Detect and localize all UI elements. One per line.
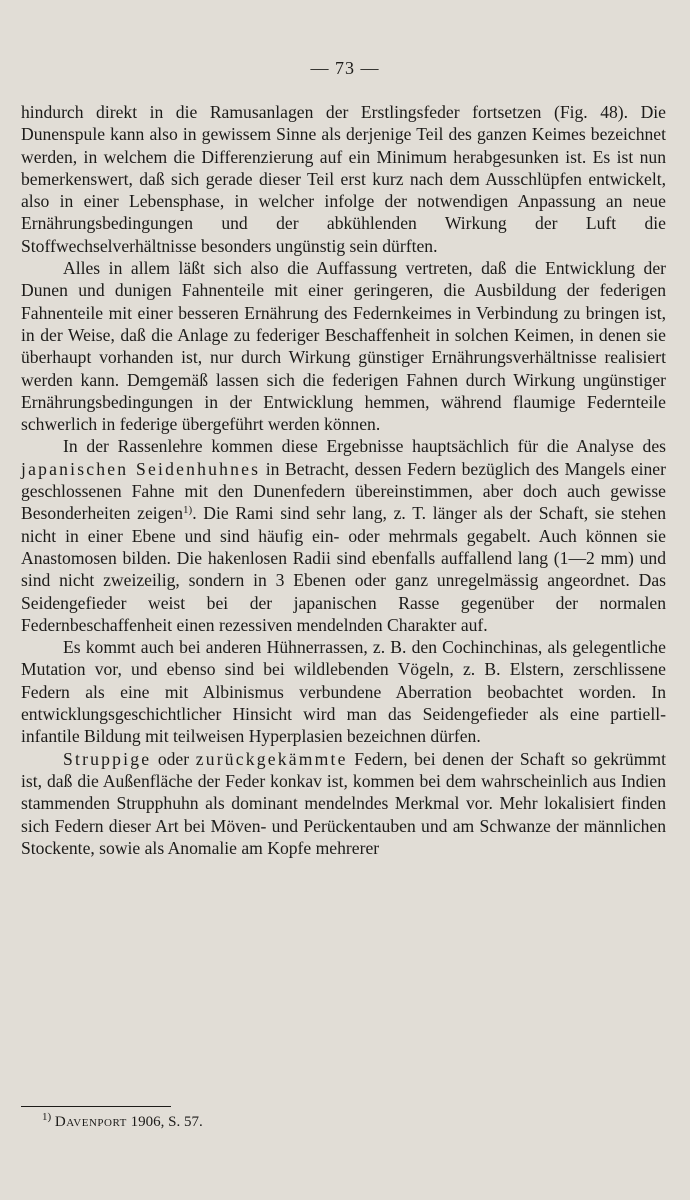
page-number: — 73 — [310, 58, 380, 78]
spaced-emphasis: zurückgekämmte [195, 748, 348, 769]
body-text [21, 101, 666, 859]
footnote-author: Davenport [54, 1114, 127, 1130]
footnote-reference-marker: 1) [183, 504, 193, 517]
spaced-emphasis: japanischen Seidenhuhnes [21, 458, 261, 479]
paragraph [21, 101, 666, 257]
footnote-marker: 1) [42, 1111, 52, 1123]
paragraph [21, 748, 666, 859]
spaced-emphasis: Struppige [63, 748, 152, 769]
text-run: In der Rassenlehre kommen diese Ergebnisse hauptsächlich für die Analyse des [63, 436, 666, 457]
text-run: Es kommt auch bei anderen Hühnerrassen, z. B. den Cochinchinas, als gelegentliche Mutation vor, und ebenso sind bei wildlebenden Vögeln, z. B. Elstern, zerschlissene Federn als eine mit Albinismus verbundene Aberration beobachtet worden. In entwicklungsgeschichtlicher Hinsicht wird man das Seidengefieder als eine partiell-infantile Bildung mit teilweisen Hyperplasien bezeichnen dürfen. [21, 637, 666, 747]
text-run: hindurch direkt in die Ramusanlagen der Erstlingsfeder fortsetzen (Fig. 48). Die Dunenspule kann also in gewissem Sinne als derjenige Teil des ganzen Keimes bezeichnet werden, in welchem die Differenzierung auf ein Minimum herabgesunken ist. Es ist nun bemerkenswert, daß sich gerade dieser Teil erst kurz nach dem Ausschlüpfen entwickelt, also in einer Lebensphase, in welcher infolge der notwendigen Anpassung an neue Ernährungsbedingungen und der abkühlenden Wirkung der Luft die Stoffwechselverhältnisse besonders ungünstig sein dürften. [21, 102, 666, 256]
footnote [42, 1112, 203, 1132]
text-run: oder [151, 748, 196, 769]
paragraph [21, 636, 666, 747]
paragraph [21, 435, 666, 636]
text-run: Alles in allem läßt sich also die Auffassung vertreten, daß die Entwicklung der Dunen und dunigen Fahnenteile mit einer geringeren, die Ausbildung der federigen Fahnenteile mit einer besseren Ernährung des Federnkeimes in Verbindung zu bringen ist, in der Weise, daß die Anlage zu federiger Beschaffenheit in solchen Keimen, in denen sie überhaupt vorhanden ist, nur durch Wirkung günstiger Ernährungsverhältnisse realisiert werden kann. Demgemäß lassen sich die federigen Fahnen durch Wirkung ungünstiger Ernährungsbedingungen in der Entwicklung hemmen, während flaumige Federnteile schwerlich in federige übergeführt werden können. [21, 258, 666, 435]
text-run: Federn, bei denen der Schaft so gekrümmt ist, daß die Außenfläche der Feder konkav ist, kommen bei dem wahrscheinlich aus Indien stammenden Strupphuhn als dominant mendelndes Merkmal vor. Mehr lokalisiert finden sich Federn dieser Art bei Möven- und Perückentauben und am Schwanze der männlichen Stockente, sowie als Anomalie am Kopfe mehrerer [21, 748, 666, 858]
footnote-reference: 1906, S. 57. [126, 1114, 203, 1130]
text-run: . Die Rami sind sehr lang, z. T. länger als der Schaft, sie stehen nicht in einer Ebene und sind häufig ein- oder mehrmals gegabelt. Auch können sie Anastomosen bilden. Die hakenlosen Radii sind ebenfalls auffallend lang (1—2 mm) und sind nicht zweizeilig, sondern in 3 Ebenen oder ganz unregelmässig angeordnet. Das Seidengefieder weist bei der japanischen Rasse gegenüber der normalen Federnbeschaffenheit einen rezessiven mendelnden Charakter auf. [21, 503, 666, 635]
text-run: in Betracht, dessen Federn bezüglich des Mangels einer geschlossenen Fahne mit den Dunenfedern übereinstimmen, aber doch auch gewisse Besonderheiten zeigen [21, 458, 666, 524]
paragraph [21, 257, 666, 435]
footnote-divider [21, 1106, 171, 1107]
